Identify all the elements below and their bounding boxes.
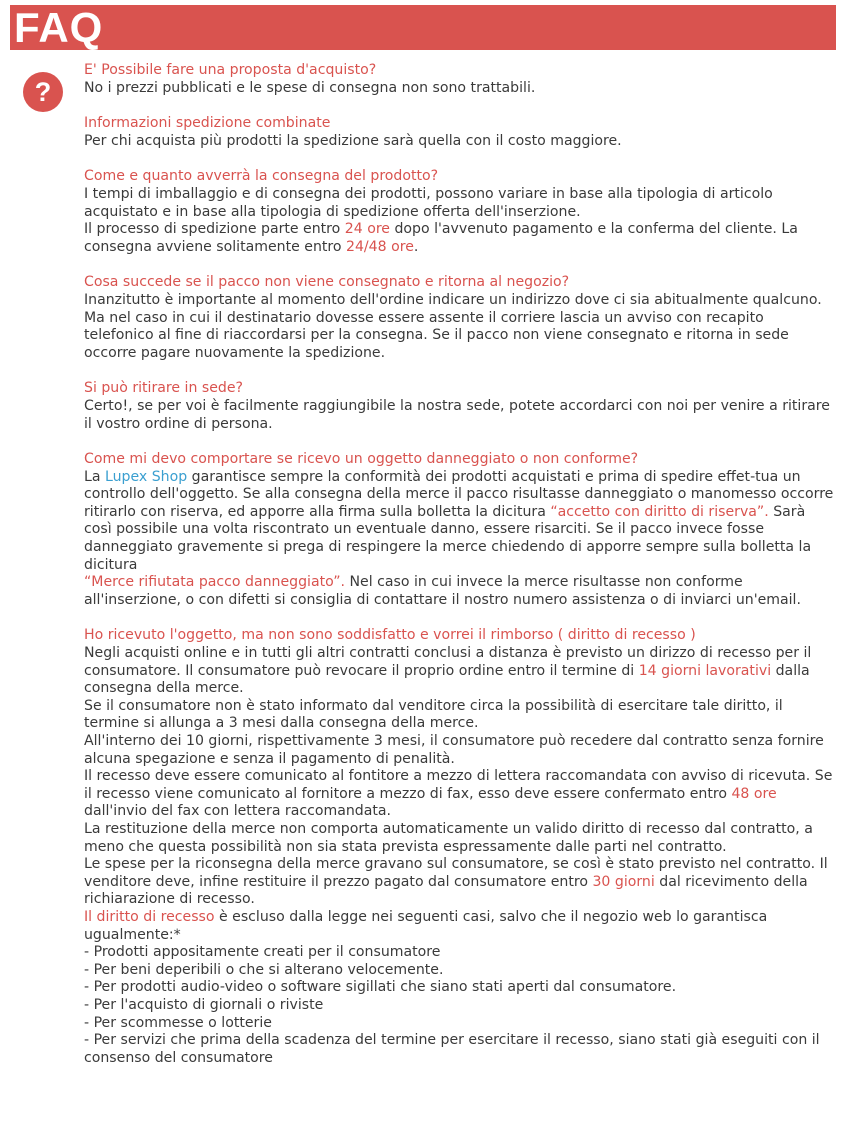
faq-answer: La restituzione della merce non comporta automaticamente un valido diritto di recesso dal contratto, a meno che questa possibilità non sia stata prevista espressamente dalle parti nel contratto.	[84, 820, 813, 855]
list-item: - Per beni deperibili o che si alterano velocemente.	[84, 961, 444, 978]
answer-text: dopo l'avvenuto pagamento e la conferma del cliente. La consegna avviene solitamente entro	[84, 221, 798, 255]
list-item: - Per l'acquisto di giornali o riviste	[84, 996, 324, 1013]
list-item: - Per servizi che prima della scadenza del termine per esercitare il recesso, siano stati già eseguiti con il consenso del consumatore	[84, 1032, 820, 1066]
faq-answer: Per chi acquista più prodotti la spedizione sarà quella con il costo maggiore.	[84, 132, 622, 149]
faq-question: Come e quanto avverrà la consegna del prodotto?	[84, 168, 439, 185]
answer-text: Il recesso deve essere comunicato al fontitore a mezzo di lettera raccomandata con avviso di ricevuta. Se il recesso viene comunicato al fornitore a mezzo di fax, esso deve essere confermato entro	[84, 768, 833, 802]
faq-item-pacco-non-consegnato	[84, 274, 834, 362]
faq-content	[84, 62, 834, 1085]
shop-name-link[interactable]: Lupex Shop	[104, 468, 188, 485]
faq-item-consegna	[84, 168, 834, 256]
highlight-30-giorni: 30 giorni	[592, 873, 655, 890]
faq-question: Come mi devo comportare se ricevo un oggetto danneggiato o non conforme?	[84, 451, 639, 468]
faq-answer: Se il consumatore non è stato informato dal venditore circa la possibilità di esercitare tale diritto, il termine si allunga a 3 mesi dalla consegna della merce.	[84, 697, 783, 732]
highlight-14-giorni: 14 giorni lavorativi	[638, 662, 772, 679]
faq-answer: All'interno dei 10 giorni, rispettivamente 3 mesi, il consumatore può recedere dal contratto senza fornire alcuna spegazione e senza il pagamento di penalità.	[84, 733, 824, 767]
faq-question: Cosa succede se il pacco non viene consegnato e ritorna al negozio?	[84, 274, 570, 291]
question-mark-glyph	[23, 72, 63, 112]
faq-item-danneggiato	[84, 451, 834, 609]
answer-text: .	[413, 238, 419, 255]
answer-text: è escluso dalla legge nei seguenti casi, salvo che il negozio web lo garantisca ugualmente:*	[84, 908, 768, 943]
faq-header	[10, 5, 836, 50]
highlight-24-ore: 24 ore	[344, 221, 390, 238]
faq-answer	[84, 909, 834, 944]
faq-question: Informazioni spedizione combinate	[84, 115, 331, 132]
highlight-accetto-riserva: “accetto con diritto di riserva”.	[550, 503, 769, 520]
answer-text: Nel caso in cui invece la merce risultasse non conforme all'inserzione, o con difetti si consiglia di contattare il nostro numero assistenza o di inviarci un'email.	[84, 574, 801, 608]
answer-text: dall'invio del fax con lettera raccomandata.	[84, 803, 392, 820]
highlight-merce-rifiutata: “Merce rifiutata pacco danneggiato”.	[84, 574, 346, 591]
list-item: - Prodotti appositamente creati per il consumatore	[84, 944, 441, 961]
answer-text: La	[84, 468, 105, 485]
answer-text: Sarà così possibile una volta riscontrato un eventuale danno, essere risarciti. Se il pacco invece fosse danneggiato gravemente si prega di respingere la merce chiedendo di apporre sempre sulla bolletta la dicitura	[84, 503, 812, 573]
faq-answer: Certo!, se per voi è facilmente raggiungibile la nostra sede, potete accordarci con noi per venire a ritirare il vostro ordine di persona.	[84, 397, 830, 432]
exclusion-list	[84, 944, 834, 1067]
highlight-diritto-recesso: Il diritto di recesso	[84, 908, 215, 925]
answer-text: Il processo di spedizione parte entro	[84, 221, 345, 238]
list-item: - Per prodotti audio-video o software sigillati che siano stati aperti dal consumatore.	[84, 979, 677, 996]
svg-text:?: ?	[34, 77, 52, 107]
faq-item-ritiro-sede	[84, 380, 834, 433]
highlight-24-48-ore: 24/48 ore	[346, 238, 414, 255]
faq-question: Ho ricevuto l'oggetto, ma non sono soddisfatto e vorrei il rimborso ( diritto di recesso )	[84, 627, 696, 644]
faq-answer	[84, 221, 834, 256]
faq-question: E' Possibile fare una proposta d'acquisto?	[84, 62, 377, 78]
faq-answer: No i prezzi pubblicati e le spese di consegna non sono trattabili.	[84, 79, 536, 96]
answer-text: garantisce sempre la conformità dei prodotti acquistati e prima di spedire effet-tua un controllo dell'oggetto. Se alla consegna della merce il pacco risultasse danneggiato o manomesso occorre ritirarlo con riserva, ed apporre alla firma sulla bolletta la dicitura	[84, 468, 834, 520]
faq-item-spedizione-combinata	[84, 115, 834, 150]
highlight-48-ore: 48 ore	[731, 785, 777, 802]
faq-answer: Inanzitutto è importante al momento dell'ordine indicare un indirizzo dove ci sia abitualmente qualcuno. Ma nel caso in cui il destinatario dovesse essere assente il corriere lascia un avviso con recapito telefonico al fine di riaccordarsi per la consegna. Se il pacco non viene consegnato e ritorna in sede occorre pagare nuovamente la spedizione.	[84, 291, 822, 361]
faq-item-recesso	[84, 627, 834, 1067]
answer-text: dal ricevimento della richiarazione di recesso.	[84, 873, 808, 908]
question-icon	[23, 72, 63, 112]
answer-text: dalla consegna della merce.	[84, 662, 810, 697]
answer-text: Negli acquisti online e in tutti gli altri contratti conclusi a distanza è previsto un dirizzo di recesso per il consumatore. Il consumatore può revocare il proprio ordine entro il termine di	[84, 645, 812, 679]
faq-answer	[84, 469, 834, 610]
list-item: - Per scommesse o lotterie	[84, 1014, 272, 1031]
faq-item-proposta	[84, 62, 834, 97]
faq-answer	[84, 856, 834, 909]
answer-text: Le spese per la riconsegna della merce gravano sul consumatore, se così è stato previsto nel contratto. Il venditore deve, infine restituire il prezzo pagato dal consumatore entro	[84, 856, 828, 890]
faq-question: Si può ritirare in sede?	[84, 380, 243, 397]
faq-answer	[84, 645, 834, 698]
faq-answer	[84, 768, 834, 821]
faq-answer: I tempi di imballaggio e di consegna dei prodotti, possono variare in base alla tipologia di articolo acquistato e in base alla tipologia di spedizione offerta dell'inserzione.	[84, 185, 773, 220]
page-title: FAQ	[14, 4, 104, 51]
